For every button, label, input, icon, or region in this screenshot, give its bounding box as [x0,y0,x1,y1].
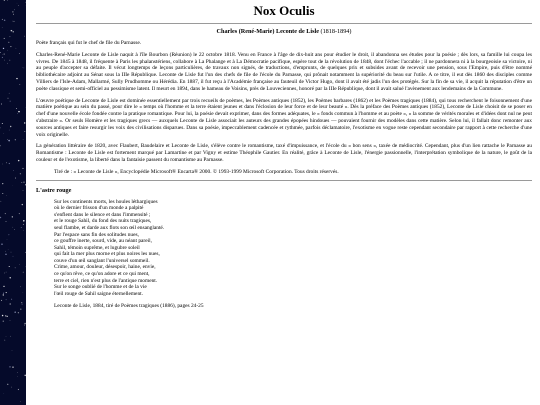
star-dot [18,5,19,6]
star-dot [12,21,13,22]
star-dot [23,220,25,222]
page-title: Nox Oculis [253,3,315,18]
star-dot [2,164,3,165]
star-dot [2,57,3,58]
poem-line: et le rouge Sahil, du fond des nuits tragiques, [54,218,152,225]
star-dot [2,27,3,28]
star-dot [18,312,19,313]
star-dot [4,340,5,341]
page-content[interactable] [26,0,540,405]
divider [36,180,532,181]
star-dot [13,14,14,15]
poem-line: Sur le songe oublié de l'homme et de la vie [54,284,147,291]
star-dot [13,170,14,171]
star-dot [9,130,10,131]
star-dot [5,213,6,214]
bio-paragraph-1: Charles-René-Marie Leconte de Lisle naquit à l'île Bourbon (Réunion) le 22 octobre 1818. Venu en France à l'âge de dix-huit ans pour étudier le droit, il abandonna ses études pour la poésie ; dès lors, sa famille lui coupa les vivres. De 1845 à 1848, il fréquente à Paris les phalanstériens, collabore à La Phalange et à La Démocratie pacifique, espère tout de la révolution de 1848, dont l'échec l'accable ; il ne pardonnera ni à la bourgeoisie sa victoire, ni au peuple d'accepter sa défaite. Il vécut longtemps de leçons particulières, de travaux non signés, de traductions, d'emprunts, de quelques prix et subsides avant de recevoir une pension, sous l'Empire, puis d'être nommé bibliothécaire adjoint au Sénat sous la IIIe République. Leconte de Lisle fut l'un des chefs de file de l'école du Parnasse, qui prônait notamment la supériorité du beau sur l'utile. A ce titre, il eut dès 1860 des disciples comme Villiers de l'Isle-Adam, Mallarmé, Sully Prudhomme ou Hérédia. En 1887, il fut reçu à l'Académie française au fauteuil de Victor Hugo, dont il avait été jadis l'un des protégés. Sur la fin de sa vie, il acquit la réputation d'être un poète classique et semi-officiel au pessimisme latent. Il meurt en 1894, dans le hameau de Voisins, près de Louveciennes, honoré par la IIIe République, dont il avait salué l'avènement aux lendemains de la Commune. [36,51,532,92]
star-dot [10,336,11,337]
poem-line: seul flambe, et darde aux flots son œil ensanglanté. [54,224,165,231]
star-dot [0,201,1,202]
star-dot [20,286,21,287]
star-dot [6,221,7,222]
star-dot [4,394,5,395]
star-dot [14,21,15,22]
star-dot [19,84,20,85]
star-dot [8,140,10,142]
star-dot [9,60,10,61]
star-dot [6,336,7,337]
star-dot [2,183,3,184]
star-dot [9,234,10,235]
poem-line: terre et ciel, rien n'est plus de l'antique moment. [54,277,158,284]
star-dot [10,101,11,102]
star-dot [10,126,11,127]
star-dot [23,168,24,169]
star-dot [4,38,5,39]
star-dot [15,139,16,140]
star-dot [9,266,10,267]
star-dot [21,182,22,183]
star-dot [21,227,22,228]
star-dot [4,53,5,54]
star-dot [6,299,7,300]
star-dot [15,178,16,179]
star-dot [16,48,17,49]
star-dot [7,50,8,51]
star-dot [17,113,18,114]
star-dot [12,366,13,367]
poem-line: Sur les continents morts, les houles léthargiques [54,198,158,205]
star-dot [3,286,4,287]
star-dot [6,162,7,163]
star-dot [13,227,14,228]
star-dot [23,181,24,182]
star-dot [4,60,5,61]
star-dot [12,216,13,217]
star-dot [9,163,10,164]
star-dot [1,244,2,245]
star-dot [9,36,10,37]
star-dot [23,272,24,273]
star-dot [9,366,10,367]
person-heading [36,28,532,35]
star-dot [20,173,21,174]
poem-line: couve d'un œil sanglant l'universel sommeil. [54,257,150,264]
star-dot [3,293,4,294]
star-dot [20,309,21,310]
person-name: Charles (René-Marie) Leconte de Lisle [216,28,319,35]
star-dot [22,204,23,205]
star-dot [14,229,15,230]
star-dot [12,31,13,32]
star-dot [24,36,25,37]
star-dot [11,299,12,300]
star-dot [5,254,6,255]
star-dot [11,30,13,32]
star-dot [5,315,6,316]
bio-paragraph-3: La génération littéraire de 1820, avec Flaubert, Baudelaire et Leconte de Lisle, s'élève contre le romantisme, taxé d'impuissance, et l'école du « bon sens », taxée de médiocrité. Cependant, plus d'un lien rattache le Parnasse au Romantisme : Leconte de Lisle est fortement marqué par Lamartine et par Vigny et estime Théophile Gautier. En réalité, grâce à Leconte de Lisle, l'énergie passionnelle, l'interprétation symbolique de la nature, le goût de la couleur et de l'exotisme, la liberté dans la fantaisie passent du romantisme au Parnasse. [36,143,532,163]
star-dot [2,19,3,20]
star-dot [10,277,11,278]
poem-line: s'enflent dans le silence et dans l'immensité ; [54,211,151,218]
star-dot [10,46,11,47]
stars-decoration [0,0,26,405]
encyclopedia-citation: Tiré de : « Leconte de Lisle », Encyclopédie Microsoft® Encarta® 2000. © 1993-1999 Microsoft Corporation. Tous droits réservés. [54,168,339,175]
poem-body [54,199,532,298]
poem-title: L'astre rouge [36,186,72,194]
bio-paragraph-2: L'œuvre poétique de Leconte de Lisle est dominée essentiellement par trois recueils de poèmes, les Poèmes antiques (1852), les Poèmes barbares (1862) et les Poèmes tragiques (1884), qui tous recherchent le foisonnement d'une matière poétique au sein du passé, pour dire le « temps où l'homme et la terre étaient jeunes et dans l'éclosion de leur force et de leur beauté ». Dès la préface des Poèmes antiques (1852), Leconte de Lisle choisit de se poser en chef d'une nouvelle école fondée contre la pratique romantique. Pour lui, la poésie devait exprimer, dans des formes adéquates, le « fonds commun à l'homme et au poète », « la somme de vérités morales et d'idées dont nul ne peut s'abstraire ». Or seuls Homère et les tragiques grecs — auxquels Leconte de Lisle associait les auteurs des grandes épopées hindoues — pouvaient fournir des modèles dans cette matière. Selon lui, il fallait donc remonter aux sources antiques et faire resurgir les voix des civilisations disparues. Dans sa poésie, impeccablement cadencée et rythmée, parfois déclamatoire, l'exotisme en vogue reste cependant secondaire par rapport à cette recherche d'une voix originelle. [36,97,532,138]
star-dot [16,108,17,109]
starfield-background [0,0,26,405]
star-dot [4,133,5,134]
poem-line: l'œil rouge de Sahil saigne éternellement. [54,290,143,297]
star-dot [21,302,22,303]
star-dot [18,160,19,161]
person-dates: (1818-1894) [320,28,352,35]
poem-line: ce qu'on rêve, ce qu'on adore et ce qui ment, [54,271,150,278]
poem-line: Crime, amour, douleur, désespoir, haine, envie, [54,264,156,271]
star-dot [0,217,1,218]
star-dot [10,303,11,304]
star-dot [2,315,4,317]
star-dot [23,190,24,191]
star-dot [3,294,4,295]
star-dot [22,304,23,305]
poem-line: Par l'espace sans fin des solitudes nues, [54,231,139,238]
poem-source: Leconte de Lisle, 1884, tiré de Poèmes tragiques (1886), pages 24-25 [54,303,204,310]
star-dot [4,0,5,1]
star-dot [12,11,13,12]
star-dot [24,325,25,326]
star-dot [24,68,25,69]
star-dot [7,139,8,140]
poem-line: où le dernier frisson d'un monde a palpité [54,205,144,212]
star-dot [9,142,10,143]
star-dot [23,224,24,225]
star-dot [18,111,20,113]
star-dot [4,20,6,22]
intro-text: Poète français qui fut le chef de file du Parnasse. [36,40,142,46]
star-dot [19,53,20,54]
star-dot [23,230,24,231]
star-dot [18,389,19,390]
star-dot [6,272,7,273]
star-dot [9,93,10,94]
star-dot [16,78,17,79]
star-dot [11,252,12,253]
divider [36,23,532,24]
star-dot [2,193,3,194]
star-dot [20,401,21,402]
star-dot [17,376,18,377]
star-dot [6,292,7,293]
poem-line: ce gouffre inerte, sourd, vide, au néant pareil, [54,238,152,245]
star-dot [2,123,3,124]
star-dot [0,145,1,146]
star-dot [7,384,8,385]
star-dot [8,42,9,43]
star-dot [11,387,12,388]
star-dot [10,320,11,321]
star-dot [15,267,16,268]
poem-line: Sahil, témoin suprême, et lugubre soleil [54,244,140,251]
star-dot [7,316,8,317]
star-dot [3,48,4,49]
star-dot [14,9,15,10]
star-dot [14,311,16,313]
poem-line: qui fait la mer plus morne et plus noires les nues, [54,251,160,258]
star-dot [12,350,13,351]
star-dot [1,300,2,301]
star-dot [0,52,1,53]
star-dot [17,372,18,373]
star-dot [7,63,8,64]
star-dot [19,213,20,214]
star-dot [19,264,20,265]
star-dot [7,98,8,99]
star-dot [4,273,5,274]
star-dot [5,251,6,252]
star-dot [3,321,4,322]
star-dot [1,104,2,105]
star-dot [13,256,14,257]
star-dot [23,139,24,140]
